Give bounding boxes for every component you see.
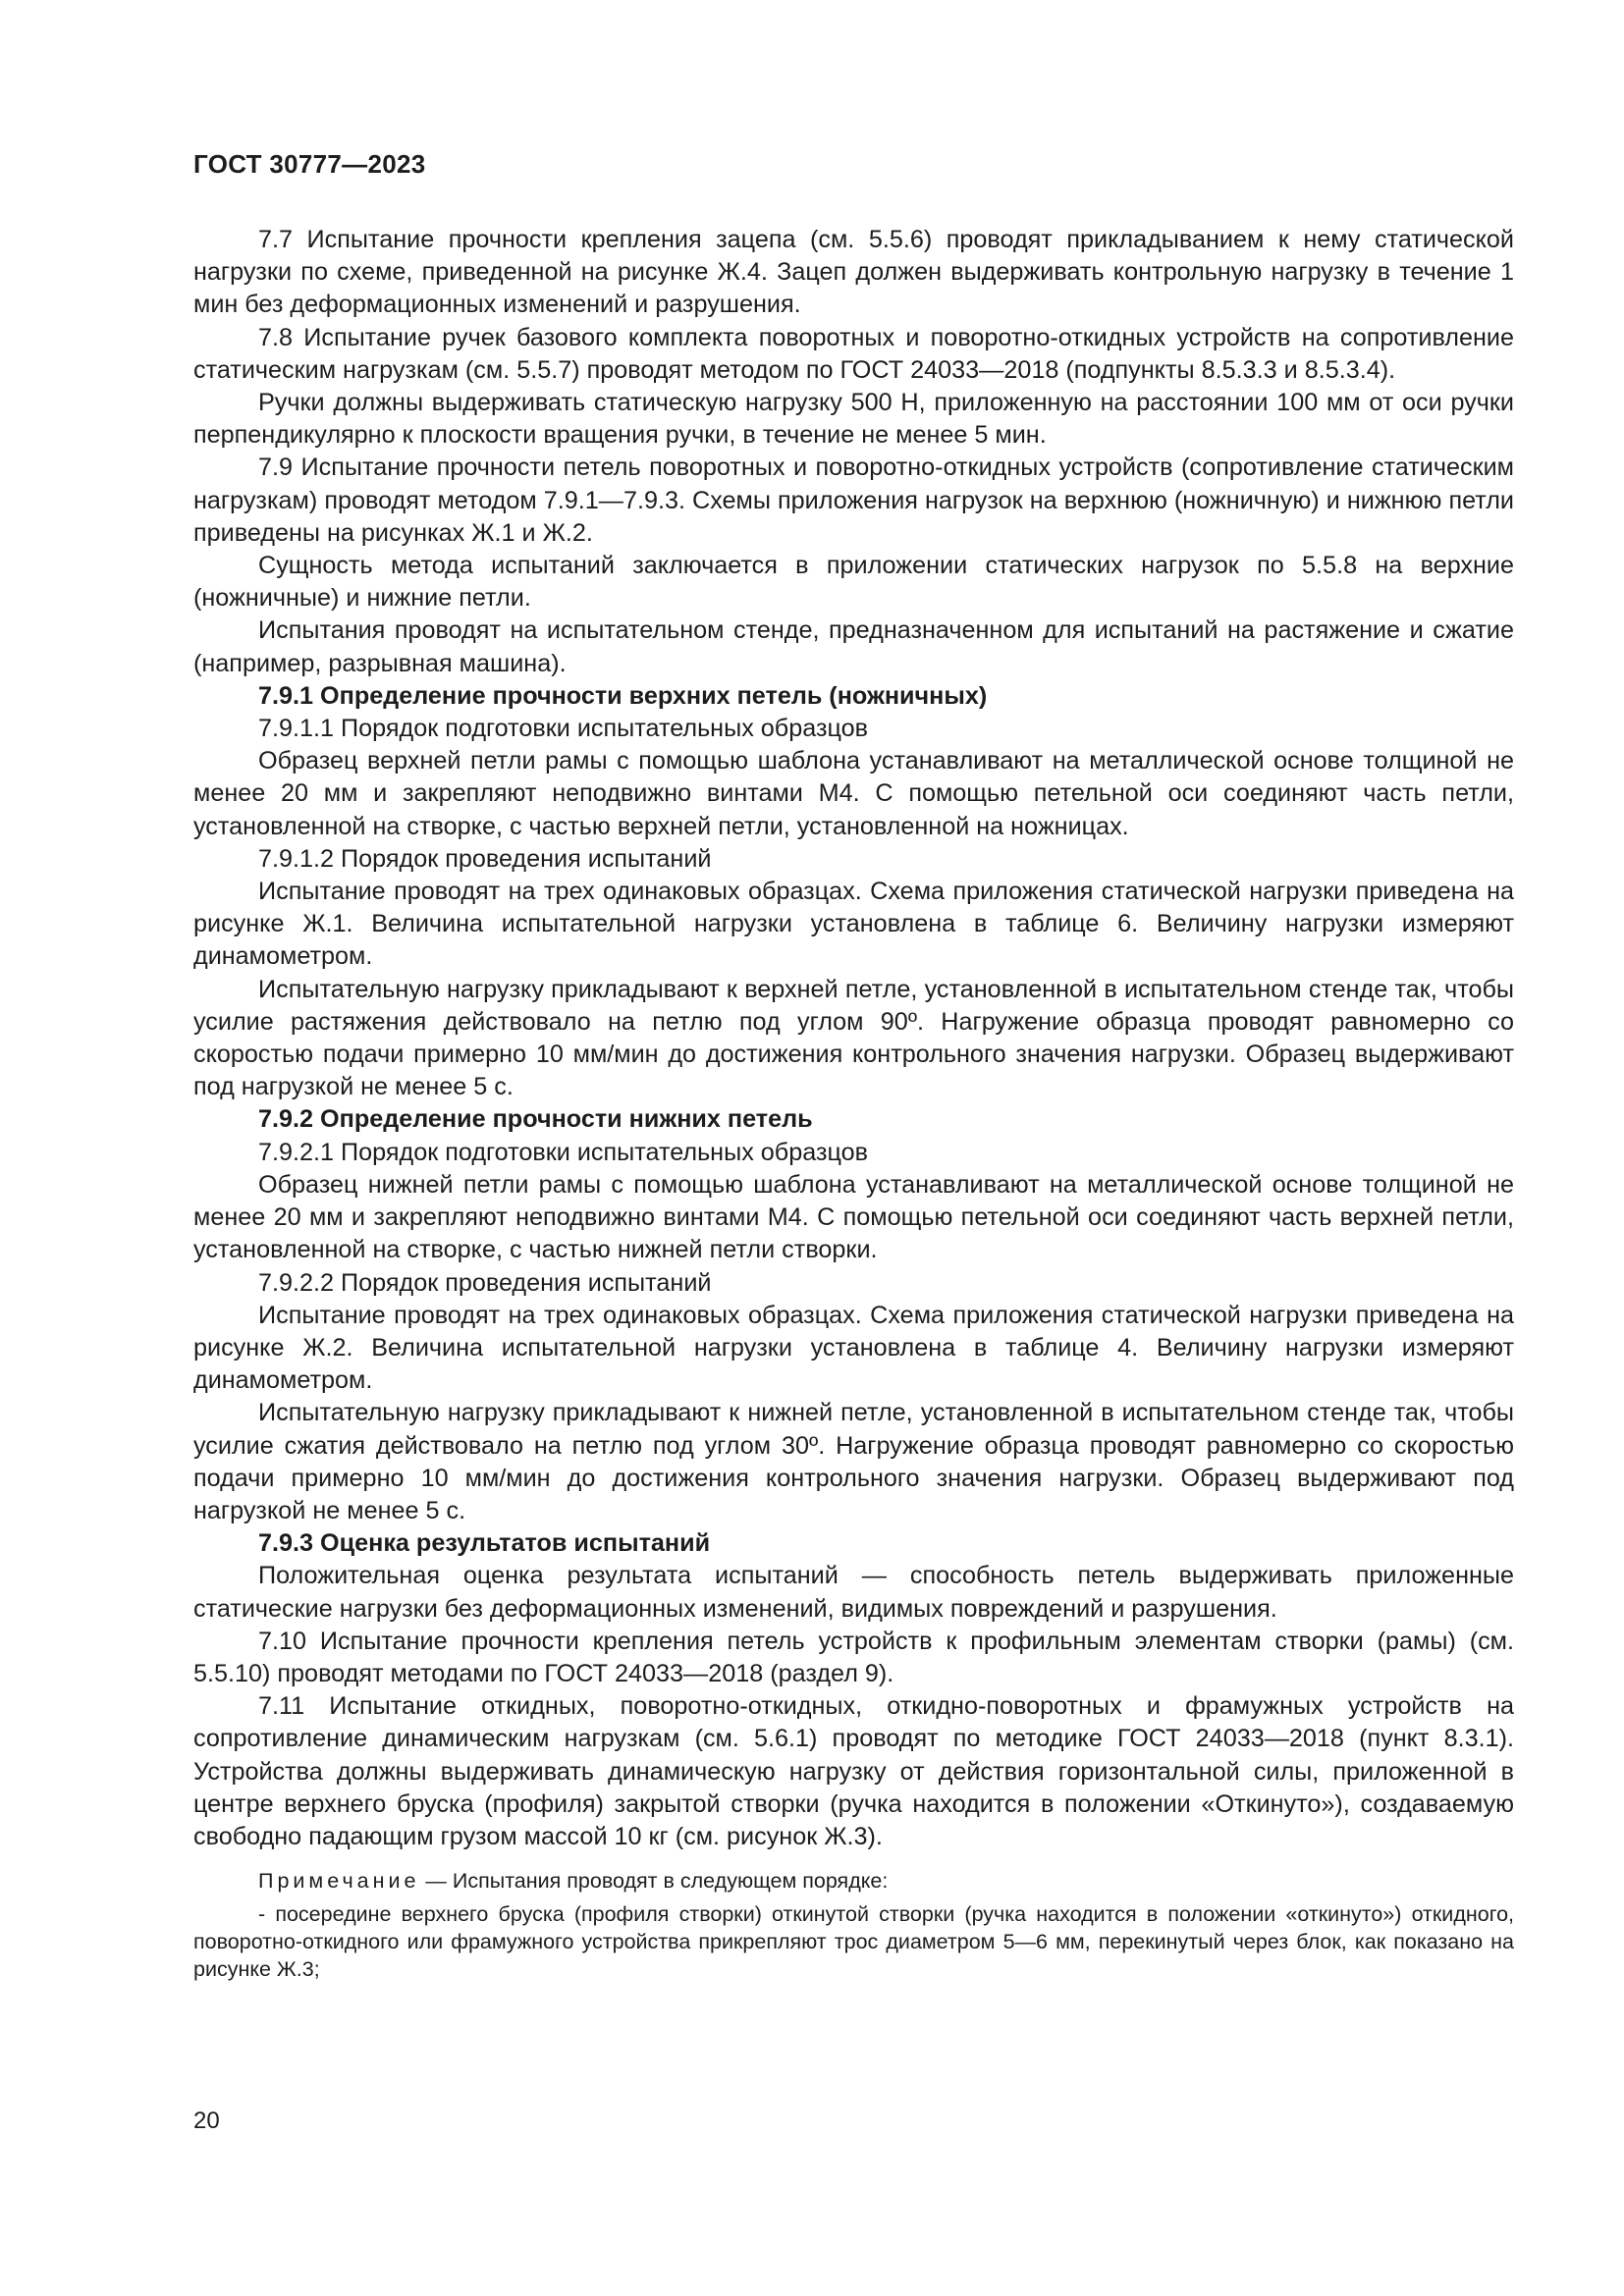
heading-7-9-3: 7.9.3 Оценка результатов испытаний: [258, 1529, 711, 1558]
page-number: 20: [193, 2108, 220, 2134]
paragraph-7-10: 7.10 Испытание прочности крепления петель устройств к профильным элементам створки (рамы) (см. 5.5.10) проводят методами по ГОСТ 24033—2018 (раздел 9).: [193, 1627, 1514, 1687]
paragraph-results-evaluation: Положительная оценка результата испытаний — способность петель выдерживать приложенные статические нагрузки без деформационных изменений, видимых повреждений и разрушения.: [193, 1562, 1514, 1623]
paragraph-lower-hinge-test: Испытание проводят на трех одинаковых образцах. Схема приложения статической нагрузки приведена на рисунке Ж.2. Величина испытательной нагрузки установлена в таблице 4. Величину нагрузки измеряют динамометром.: [193, 1301, 1514, 1395]
note-list-item: - посередине верхнего бруска (профиля створки) откинутой створки (ручка находится в положении «откинуто») откидного, поворотно-откидного или фрамужного устройства прикрепляют трос диаметром 5—6 мм, перекинутый через блок, как показано на рисунке Ж.3;: [193, 1902, 1514, 1982]
document-body: [193, 224, 1514, 1989]
note-intro: [193, 1867, 1514, 1895]
heading-7-9-2: 7.9.2 Определение прочности нижних петель: [258, 1105, 813, 1134]
subheading-7-9-2-2: 7.9.2.2 Порядок проведения испытаний: [258, 1268, 712, 1297]
paragraph-7-7: 7.7 Испытание прочности крепления зацепа (см. 5.5.6) проводят прикладыванием к нему статической нагрузки по схеме, приведенной на рисунке Ж.4. Зацеп должен выдерживать контрольную нагрузку в течение 1 мин без деформационных изменений и разрушения.: [193, 226, 1514, 319]
subheading-7-9-2-1: 7.9.2.1 Порядок подготовки испытательных образцов: [258, 1138, 869, 1166]
paragraph-lower-hinge-sample: Образец нижней петли рамы с помощью шаблона устанавливают на металлической основе толщиной не менее 20 мм и закрепляют неподвижно винтами М4. С помощью петельной оси соединяют часть верхней петли, установленной на створке, с частью нижней петли створки.: [193, 1170, 1514, 1264]
paragraph-upper-hinge-load: Испытательную нагрузку прикладывают к верхней петле, установленной в испытательном стенде так, чтобы усилие растяжения действовало на петлю под углом 90º. Нагружение образца проводят равномерно со скоростью подачи примерно 10 мм/мин до достижения контрольного значения нагрузки. Образец выдерживают под нагрузкой не менее 5 с.: [193, 975, 1514, 1101]
paragraph-7-11: 7.11 Испытание откидных, поворотно-откидных, откидно-поворотных и фрамужных устройств на сопротивление динамическим нагрузкам (см. 5.6.1) проводят по методике ГОСТ 24033—2018 (пункт 8.3.1). Устройства должны выдерживать динамическую нагрузку от действия горизонтальной силы, приложенной в центре верхнего бруска (профиля) закрытой створки (ручка находится в положении «Откинуто»), создаваемую свободно падающим грузом массой 10 кг (см. рисунок Ж.3).: [193, 1692, 1514, 1850]
heading-7-9-1: 7.9.1 Определение прочности верхних петель (ножничных): [258, 681, 988, 710]
paragraph-lower-hinge-load: Испытательную нагрузку прикладывают к нижней петле, установленной в испытательном стенде так, чтобы усилие сжатия действовало на петлю под углом 30º. Нагружение образца проводят равномерно со скоростью подачи примерно 10 мм/мин до достижения контрольного значения нагрузки. Образец выдерживают под нагрузкой не менее 5 с.: [193, 1399, 1514, 1524]
subheading-7-9-1-2: 7.9.1.2 Порядок проведения испытаний: [258, 844, 712, 873]
document-header: ГОСТ 30777—2023: [193, 149, 426, 179]
paragraph-handles-load: Ручки должны выдерживать статическую нагрузку 500 Н, приложенную на расстоянии 100 мм от оси ручки перпендикулярно к плоскости вращения ручки, в течение не менее 5 мин.: [193, 389, 1514, 450]
paragraph-7-9: 7.9 Испытание прочности петель поворотных и поворотно-откидных устройств (сопротивление статическим нагрузкам) проводят методом 7.9.1—7.9.3. Схемы приложения нагрузок на верхнюю (ножничную) и нижнюю петли приведены на рисунках Ж.1 и Ж.2.: [193, 454, 1514, 547]
subheading-7-9-1-1: 7.9.1.1 Порядок подготовки испытательных образцов: [258, 715, 869, 743]
paragraph-test-stand: Испытания проводят на испытательном стенде, предназначенном для испытаний на растяжение и сжатие (например, разрывная машина).: [193, 616, 1514, 677]
note-intro-text: — Испытания проводят в следующем порядке:: [419, 1869, 889, 1894]
paragraph-upper-hinge-sample: Образец верхней петли рамы с помощью шаблона устанавливают на металлической основе толщиной не менее 20 мм и закрепляют неподвижно винтами М4. С помощью петельной оси соединяют часть петли, установленной на створке, с частью верхней петли, установленной на ножницах.: [193, 747, 1514, 840]
note-block: [193, 1867, 1514, 1983]
note-label: Примечание: [258, 1869, 420, 1894]
paragraph-method-essence: Сущность метода испытаний заключается в приложении статических нагрузок по 5.5.8 на верхние (ножничные) и нижние петли.: [193, 552, 1514, 613]
paragraph-upper-hinge-test: Испытание проводят на трех одинаковых образцах. Схема приложения статической нагрузки приведена на рисунке Ж.1. Величина испытательной нагрузки установлена в таблице 6. Величину нагрузки измеряют динамометром.: [193, 878, 1514, 971]
paragraph-7-8: 7.8 Испытание ручек базового комплекта поворотных и поворотно-откидных устройств на сопротивление статическим нагрузкам (см. 5.5.7) проводят методом по ГОСТ 24033—2018 (подпункты 8.5.3.3 и 8.5.3.4).: [193, 323, 1514, 384]
